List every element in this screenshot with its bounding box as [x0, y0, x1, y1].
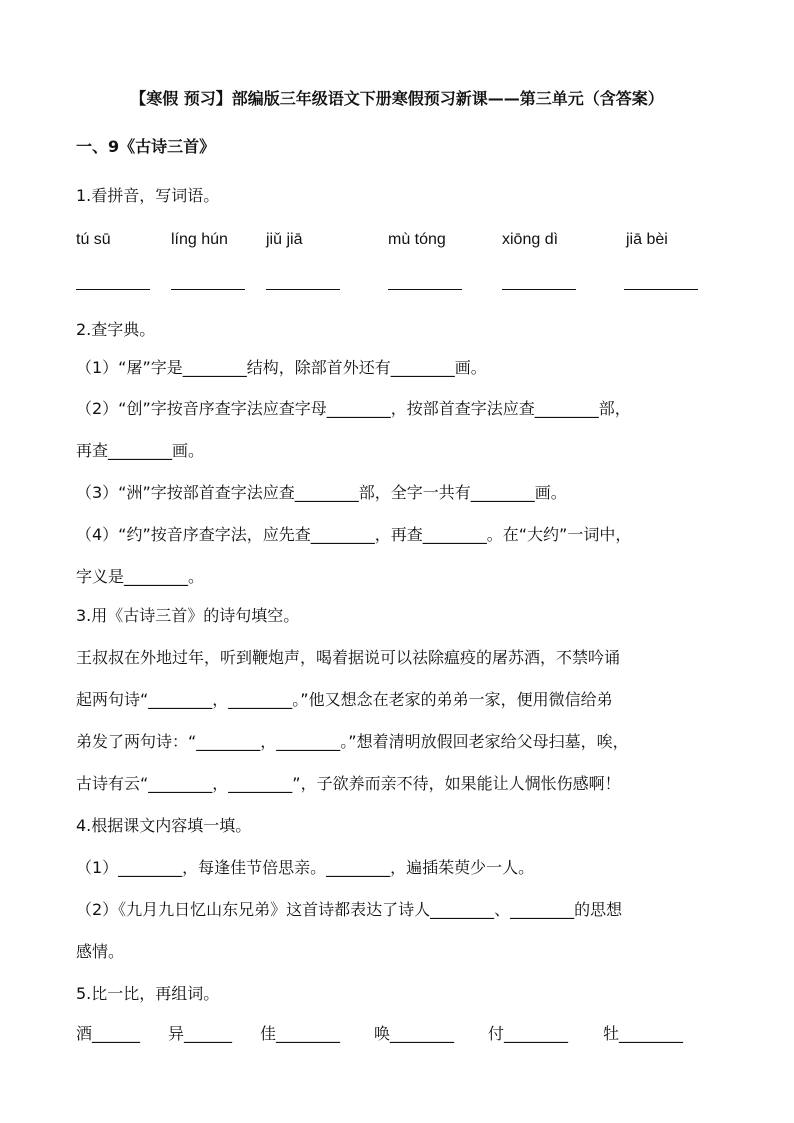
section-heading: 一、9《古诗三首》	[76, 137, 216, 156]
q3-line-2: 起两句诗“________，________。”他又想念在老家的弟弟一家，便用微信给弟	[76, 690, 613, 709]
answer-blank-5[interactable]	[502, 288, 576, 290]
answer-blank-3[interactable]	[266, 288, 340, 290]
q3-line-4: 古诗有云“________，________”，子欲养而亲不待，如果能让人惆怅伤感啊！	[76, 774, 621, 793]
q2-item-4-cont: 字义是________。	[76, 567, 205, 586]
q3-prompt: 3.用《古诗三首》的诗句填空。	[76, 606, 300, 625]
q4-line-2: （2）《九月九日忆山东兄弟》这首诗都表达了诗人________、________的思想	[76, 900, 623, 919]
q5-prompt: 5.比一比，再组词。	[76, 984, 220, 1003]
q2-item-1: （1）“屠”字是________结构，除部首外还有________画。	[76, 358, 487, 377]
q2-item-2: （2）“创”字按音序查字法应查字母________，按部首查字法应查________部，	[76, 399, 631, 418]
pinyin-2: líng hún	[171, 231, 228, 248]
answer-blank-1[interactable]	[76, 288, 150, 290]
compare-item-3: 佳________	[260, 1024, 341, 1043]
document-title: 【寒假 预习】部编版三年级语文下册寒假预习新课——第三单元（含答案）	[130, 89, 664, 108]
pinyin-4: mù tóng	[388, 231, 446, 248]
q4-line-1: （1）________，每逢佳节倍思亲。________，遍插茱萸少一人。	[76, 858, 535, 877]
q4-line-2-cont: 感情。	[76, 942, 125, 961]
pinyin-5: xiōng dì	[502, 231, 559, 248]
q2-item-3: （3）“洲”字按部首查字法应查________部，全字一共有________画。	[76, 483, 567, 502]
q2-item-4: （4）“约”按音序查字法，应先查________，再查________。在“大约”一词中，	[76, 525, 632, 544]
q3-line-3: 弟发了两句诗：“________，________。”想着清明放假回老家给父母扫墓，唉，	[76, 732, 629, 751]
compare-item-6: 牡________	[603, 1024, 684, 1043]
pinyin-6: jiā bèi	[626, 231, 668, 248]
q1-prompt: 1.看拼音，写词语。	[76, 186, 220, 205]
compare-item-2: 异______	[168, 1024, 233, 1043]
compare-item-1: 酒______	[76, 1024, 141, 1043]
q3-line-1: 王叔叔在外地过年，听到鞭炮声，喝着据说可以祛除瘟疫的屠苏酒，不禁吟诵	[76, 648, 621, 667]
answer-blank-2[interactable]	[171, 288, 245, 290]
q4-prompt: 4.根据课文内容填一填。	[76, 816, 252, 835]
answer-blank-6[interactable]	[624, 288, 698, 290]
compare-item-4: 唤________	[374, 1024, 455, 1043]
compare-item-5: 付________	[488, 1024, 569, 1043]
q2-prompt: 2.查字典。	[76, 320, 156, 339]
q2-item-2-cont: 再查________画。	[76, 441, 205, 460]
pinyin-3: jiǔ jiā	[266, 231, 303, 248]
pinyin-1: tú sū	[76, 231, 111, 248]
answer-blank-4[interactable]	[388, 288, 462, 290]
